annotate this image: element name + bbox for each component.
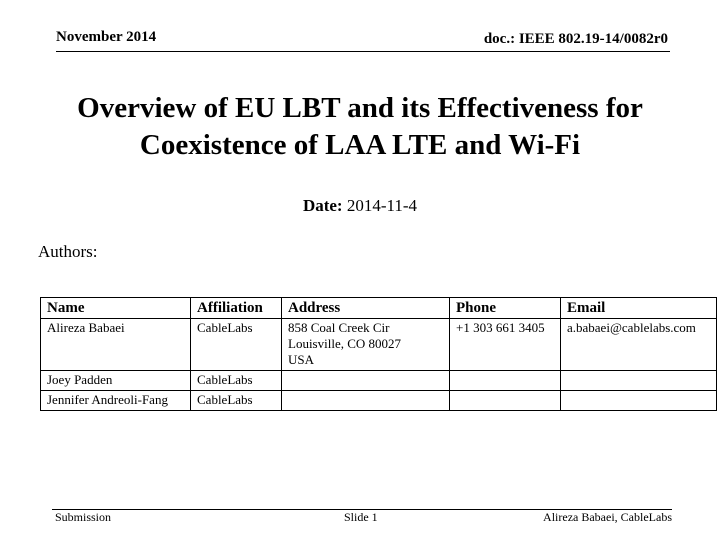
slide-title bbox=[0, 90, 720, 164]
col-header-affiliation: Affiliation bbox=[191, 298, 282, 319]
address-line: 858 Coal Creek Cir bbox=[288, 320, 390, 335]
cell-affiliation: CableLabs bbox=[191, 319, 282, 371]
footer-slide-number: Slide 1 bbox=[344, 510, 378, 524]
header-doc-id: doc.: IEEE 802.19-14/0082r0 bbox=[483, 31, 668, 47]
authors-table bbox=[40, 297, 717, 411]
header-divider bbox=[56, 51, 670, 52]
footer-author: Alireza Babaei, CableLabs bbox=[543, 510, 672, 524]
date-label: Date: bbox=[302, 196, 343, 215]
cell-address bbox=[282, 391, 450, 411]
col-header-name: Name bbox=[41, 298, 191, 319]
cell-email bbox=[561, 371, 717, 391]
header-date: November 2014 bbox=[56, 29, 157, 45]
table-row bbox=[41, 391, 717, 411]
cell-name: Alireza Babaei bbox=[41, 319, 191, 371]
cell-affiliation: CableLabs bbox=[191, 371, 282, 391]
cell-email bbox=[561, 391, 717, 411]
cell-phone: +1 303 661 3405 bbox=[450, 319, 561, 371]
cell-address bbox=[282, 319, 450, 371]
cell-name: Joey Padden bbox=[41, 371, 191, 391]
footer-submission: Submission bbox=[55, 510, 112, 524]
col-header-email: Email bbox=[561, 298, 717, 319]
table-row bbox=[41, 319, 717, 371]
cell-name: Jennifer Andreoli-Fang bbox=[41, 391, 191, 411]
slide-title-line-1: Overview of EU LBT and its Effectiveness for bbox=[77, 92, 643, 124]
date-line bbox=[0, 196, 720, 216]
cell-email: a.babaei@cablelabs.com bbox=[561, 319, 717, 371]
cell-phone bbox=[450, 371, 561, 391]
cell-address bbox=[282, 371, 450, 391]
address-line: Louisville, CO 80027 bbox=[288, 336, 402, 351]
cell-affiliation: CableLabs bbox=[191, 391, 282, 411]
authors-label: Authors: bbox=[38, 242, 98, 261]
col-header-address: Address bbox=[282, 298, 450, 319]
table-row bbox=[41, 371, 717, 391]
table-header-row bbox=[41, 298, 717, 319]
col-header-phone: Phone bbox=[450, 298, 561, 319]
date-value: 2014-11-4 bbox=[346, 196, 418, 215]
slide-title-line-2: Coexistence of LAA LTE and Wi-Fi bbox=[139, 129, 581, 161]
address-line: USA bbox=[288, 352, 315, 367]
cell-phone bbox=[450, 391, 561, 411]
